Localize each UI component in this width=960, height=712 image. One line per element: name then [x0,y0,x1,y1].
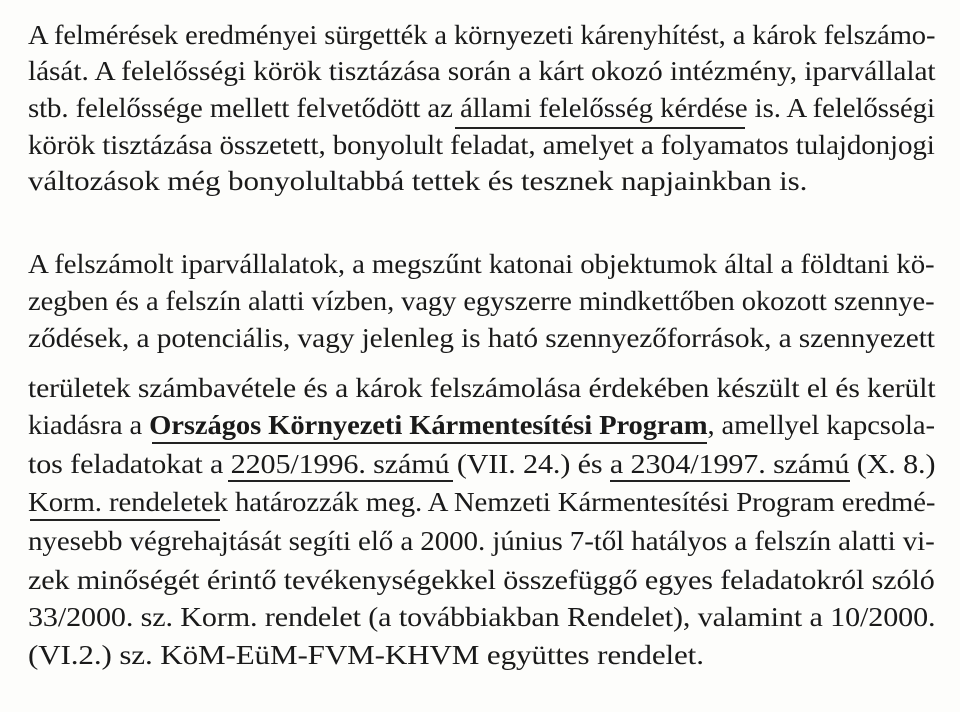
text-segment: (VII. 24.) és a [449,449,631,479]
program-name: Országos Környezeti Kármentesítési Program [149,410,708,440]
underline-mark [455,127,745,129]
text-segment: határozzák meg. A Nemzeti Kármentesítési Program eredmé- [227,487,936,517]
text-line: körök tisztázása összetett, bonyolult feladat, amelyet a folyamatos tulajdonjogi [28,130,935,160]
text-segment: (X. 8.) [849,449,936,479]
text-line: stb. felelőssége mellett felvetődött az állami felelősség kérdése is. A felelősségi [28,93,935,123]
text-line: zegben és a felszín alatti vízben, vagy egyszerre mindkettőben okozott szennye- [28,286,935,316]
text-line: A felmérések eredményei sürgették a környezeti kárenyhítést, a károk felszámo- [28,20,936,50]
text-line: ződések, a potenciális, vagy jelenleg is ható szennyezőforrások, a szennyezett [28,323,935,353]
underline-mark [152,442,707,444]
text-line [28,447,935,481]
text-line: területek számbavétele és a károk felszámolása érdekében készült el és került [28,373,936,403]
text-line: változások még bonyolultabbá tettek és tesznek napjainkban is. [28,166,808,196]
text-line: (VI.2.) sz. KöM-EüM-FVM-KHVM együttes rendelet. [28,640,704,670]
decree-type: Korm. rendeletek [28,487,228,517]
text-line: nyesebb végrehajtását segíti elő a 2000. június 7-től hatályos a felszín alatti vi- [28,526,935,556]
text-line [28,485,935,519]
text-segment: tos feladatokat a [28,449,231,479]
decree-reference-1: 2205/1996. számú [230,449,450,479]
text-segment: , amellyel kapcsola- [707,410,935,440]
decree-reference-2: 2304/1997. számú [630,449,850,479]
text-line [28,408,935,442]
text-line: A felszámolt iparvállalatok, a megszűnt katonai objektumok által a földtani kö- [28,249,935,279]
underline-mark [30,519,220,521]
underline-mark [610,480,850,482]
text-line: 33/2000. sz. Korm. rendelet (a továbbiakban Rendelet), valamint a 10/2000. [28,602,936,632]
text-line: lását. A felelősségi körök tisztázása során a kárt okozó intézmény, iparvállalat [28,56,936,86]
underline-mark [228,480,453,482]
text-line: zek minőségét érintő tevékenységekkel összefüggő egyes feladatokról szóló [28,565,935,595]
text-segment: kiadásra a [28,410,150,440]
